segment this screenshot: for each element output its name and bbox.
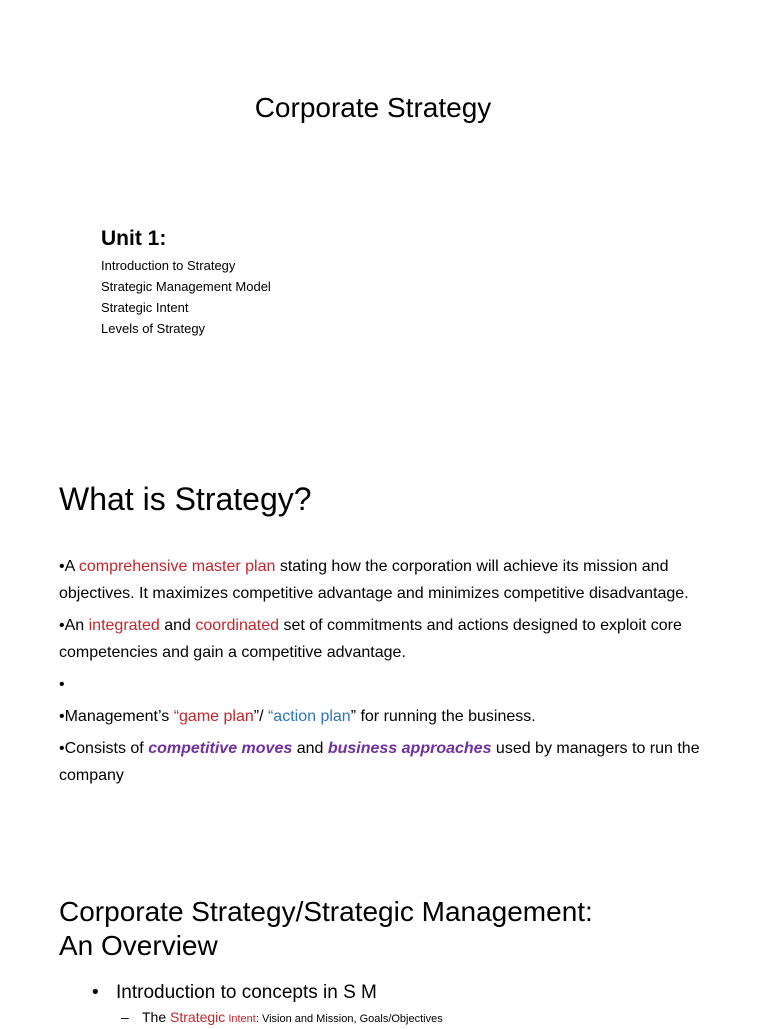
bullet-text: •Consists of (59, 740, 149, 757)
sub-bullet-text: The (142, 1009, 171, 1025)
highlight-text: comprehensive master plan (78, 558, 276, 575)
slide3-title-line: Corporate Strategy/Strategic Management: (59, 896, 593, 927)
bullet-text: ”/ (253, 708, 268, 725)
highlight-text: Strategic (170, 1009, 226, 1025)
highlight-text: coordinated (195, 617, 280, 634)
bullet-text: stating how the corporation will achieve its mission and objectives. It maximizes competitive advantage and minimizes competitive disadvantage. (59, 558, 689, 602)
slide1-title: Corporate Strategy (254, 92, 492, 123)
highlight-text: competitive moves (148, 740, 293, 757)
sub-bullet-marker: – (121, 1009, 129, 1025)
unit-topic-item: Levels of Strategy (101, 321, 206, 336)
unit-topic-item: Introduction to Strategy (101, 258, 236, 273)
slide2-title: What is Strategy? (59, 481, 312, 517)
overview-sub-bullet (121, 1007, 443, 1029)
highlight-text: “game plan (173, 708, 254, 725)
overview-bullet-text: Introduction to concepts in S M (116, 982, 377, 1003)
highlight-text: Intent (225, 1013, 256, 1025)
definition-bullet-4 (59, 703, 719, 730)
bullet-text: used by managers to run the company (59, 740, 700, 784)
unit-topic-list (101, 255, 271, 339)
slide3-title-line: An Overview (59, 930, 218, 961)
bullet-text: • (59, 676, 65, 693)
bullet-text: •A (59, 558, 79, 575)
highlight-text: integrated (88, 617, 160, 634)
slide3-title (59, 895, 699, 963)
overview-bullet (92, 980, 377, 1006)
bullet-text: ” for running the business. (350, 708, 536, 725)
unit-heading: Unit 1: (101, 227, 167, 250)
unit-topic-item: Strategic Intent (101, 300, 189, 315)
definition-bullet-2 (59, 612, 719, 666)
bullet-text: •An (59, 617, 89, 634)
bullet-text: set of commitments and actions designed to exploit core competencies and gain a competitive advantage. (59, 617, 682, 661)
highlight-text: business approaches (327, 740, 492, 757)
bullet-text: •Management’s (59, 708, 174, 725)
sub-bullet-text: : Vision and Mission, Goals/Objectives (255, 1013, 443, 1025)
definition-bullet-3 (59, 671, 719, 698)
unit-topic-item: Strategic Management Model (101, 279, 271, 294)
bullet-text: and (292, 740, 328, 757)
bullet-text: and (159, 617, 196, 634)
definition-bullet-5 (59, 735, 719, 789)
highlight-text: “action plan (267, 708, 351, 725)
definition-bullet-1 (59, 553, 719, 607)
strategy-definition-list (59, 553, 719, 794)
bullet-marker: • (92, 982, 99, 1003)
